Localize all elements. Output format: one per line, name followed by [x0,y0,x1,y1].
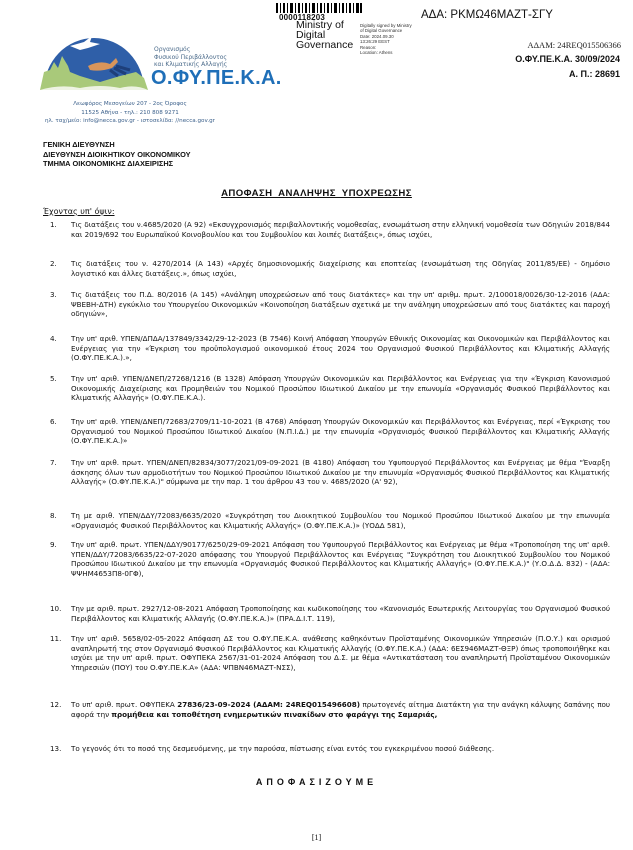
item-text: Τις διατάξεις του ν. 4270/2014 (Α 143) «Αρχές δημοσιονομικής διαχείρισης και εποπτείας (ενσωμάτωση της Οδηγίας 2011/85/ΕΕ) - δημόσιο λογιστικό και άλλες διατάξεις.», όπως ισχύει, [71,259,610,278]
item-text: Την υπ' αριθ. ΥΠΕΝ/ΔΠΔΑ/137849/3342/29-12-2023 (Β 7546) Κοινή Απόφαση Υπουργών Εθνικής Οικονομίας και Οικονομικών και Περιβάλλοντος και Ενέργειας για την «Έγκριση του προϋπολογισμού οικονομικού έτους 2024 του Οργανισμού Φυσικού Περιβάλλοντος και Κλιματικής Αλλαγής (Ο.ΦΥ.ΠΕ.Κ.Α.).», [71,334,610,362]
address-line: ηλ. ταχ/μείο: info@necca.gov.gr - ιστοσελίδα: //necca.gov.gr [45,118,215,124]
signature-detail-line: Date: 2024.09.30 [360,33,394,39]
department-line: ΔΙΕΥΘΥΝΣΗ ΔΙΟΙΚΗΤΙΚΟΥ ΟΙΚΟΝΟΜΙΚΟΥ [43,149,191,159]
signature-detail-line: Reason: [360,44,377,50]
item-number: 13. [50,744,62,753]
item-text-part: πρωτογενές αίτημα Διατάκτη για την ανάγκη κάλυψης δαπάνης που αφορά την [71,700,611,719]
item-text [71,700,610,719]
organization-address [0,100,260,126]
item-number: 7. [50,458,57,467]
ministry-line: Ministry of [296,19,344,31]
item-number: 12. [50,700,62,709]
signature-detail-line: 13:26:29 EEST [360,39,390,45]
department-block [43,140,191,169]
item-text: Τις διατάξεις του ν.4685/2020 (Α 92) «Εκσυγχρονισμός περιβαλλοντικής νομοθεσίας, ενσωμάτωση στην ελληνική νομοθεσία των Οδηγιών 2018/844 και 2019/692 του Ευρωπαϊκού Κοινοβουλίου και του Συμβουλίου και λοιπές διατάξεις», όπως ισχύει, [71,220,610,239]
department-line: ΤΜΗΜΑ ΟΙΚΟΝΟΜΙΚΗΣ ΔΙΑΧΕΙΡΙΣΗΣ [43,159,174,169]
item-number: 11. [50,634,62,643]
item-text: Την υπ' αριθ. πρωτ. ΥΠΕΝ/ΔΝΕΠ/82834/3077/2021/09-09-2021 (Β 4180) Απόφαση του Υφυπουργού Περιβάλλοντος και Ενέργειας με θέμα "Έναρξη άσκησης όλων των αρμοδιοτήτων του Νομικού Προσώπου Ιδιωτικού Δικαίου με την επωνυμία «Οργανισμός Φυσικού Περιβάλλοντος και Κλιματικής Αλλαγής» (Ο.ΦΥ.ΠΕ.Κ.Α.)" σύμφωνα με την παρ. 1 του άρθρου 43 του ν. 4685/2020 (Α' 92), [71,458,610,486]
item-number: 1. [50,220,57,229]
item-text: Το γεγονός ότι το ποσό της δεσμευόμενης, με την παρούσα, πίστωσης είναι εντός του εγκεκριμένου ποσού διάθεσης. [71,744,495,753]
item-number: 4. [50,334,57,343]
item-number: 3. [50,290,57,299]
item-number: 8. [50,511,57,520]
document-title: ΑΠΟΦΑΣΗ ΑΝΑΛΗΨΗΣ ΥΠΟΧΡΕΩΣΗΣ [221,188,412,199]
list-item [50,374,610,403]
signature-detail-line: Location: Athens [360,50,393,56]
list-item [50,417,610,446]
signature-detail-line: of Digital Governance [360,28,403,34]
list-item [50,634,610,672]
item-text: Τη με αριθ. ΥΠΕΝ/ΔΔΥ/72083/6635/2020 «Συγκρότηση του Διοικητικού Συμβουλίου του Νομικού Προσώπου Ιδιωτικού Δικαίου με την επωνυμία «Οργανισμός Φυσικού Περιβάλλοντος και Κλιματικής Αλλαγής» (Ο.ΦΥ.ΠΕ.Κ.Α.)» (ΥΟΔΔ 581), [71,511,610,530]
item-text-part: Το υπ' αριθ. πρωτ. ΟΦΥΠΕΚΑ [71,700,178,709]
logo-abbreviation: Ο.ΦΥ.ΠΕ.Κ.Α. [151,67,282,89]
list-item [50,511,610,530]
list-item [50,700,610,719]
item-number: 6. [50,417,57,426]
considering-heading: Έχοντας υπ' όψιν: [43,207,115,216]
list-item [50,290,610,319]
ada-code: ΑΔΑ: ΡΚΜΩ46ΜΑΖΤ-ΣΓΥ [421,9,553,21]
item-text: Την υπ' αριθ. ΥΠΕΝ/ΔΝΕΠ/27268/1216 (Β 1328) Απόφαση Υπουργών Οικονομικών και Περιβάλλοντος και Ενέργειας για την «Έγκριση Κανονισμού Οικονομικής Διαχείρισης και Προμηθειών του Νομικού Προσώπου Ιδιωτικού Δικαίου με την επωνυμία «Οργανισμός Φυσικού Περιβάλλοντος και Κλιματικής Αλλαγής» (Ο.ΦΥ.ΠΕ.Κ.Α.). [71,374,610,402]
organization-logo [40,32,148,90]
reference-date: Ο.ΦΥ.ΠΕ.Κ.Α. 30/09/2024 [515,54,620,64]
item-text: Τις διατάξεις του Π.Δ. 80/2016 (Α 145) «Ανάληψη υποχρεώσεων από τους διατάκτες» και την υπ' αριθμ. πρωτ. 2/100018/0026/30-12-2016 (ΑΔΑ: ΨΒΕΒΗ-ΔΤΗ) εγκύκλιο του Υπουργείου Οικονομικών «Κοινοποίηση διατάξεων σχετικά με την ανάληψη υποχρεώσεων από τους διατάκτες και παροχή οδηγιών», [71,290,610,318]
list-item [50,259,610,278]
item-number: 10. [50,604,62,613]
address-line: Λεωφόρος Μεσογείων 207 - 2ος Όροφος [73,101,187,107]
logo-org-line: Φυσικού Περιβάλλοντος [154,53,227,61]
barcode-number: 0000118203 [279,13,326,22]
protocol-number: Α. Π.: 28691 [568,69,620,79]
list-item [50,744,610,754]
item-text: Την υπ' αριθ. πρωτ. ΥΠΕΝ/ΔΔΥ/90177/6250/29-09-2021 Απόφαση του Υφυπουργού Περιβάλλοντος και Ενέργειας με θέμα «Τροποποίηση της υπ' αριθ. ΥΠΕΝ/ΔΔΥ/72083/6635/22-07-2020 απόφασης του Υπουργού Περιβάλλοντος και Ενέργειας "Συγκρότηση του Διοικητικού Συμβουλίου του Νομικού Προσώπου Ιδιωτικού Δικαίου με την επωνυμία «Οργανισμός Φυσικού Περιβάλλοντος και Κλιματικής Αλλαγής» (Ο.ΦΥ.ΠΕ.Κ.Α.)" (Υ.Ο.Δ.Δ. 832) - (ΑΔΑ: ΨΨΗΜ4653Π8-0ΓΦ), [71,540,610,578]
barcode [276,3,362,13]
list-item [50,458,610,487]
list-item [50,220,610,239]
item-number: 2. [50,259,57,268]
request-reference: 27836/23-09-2024 (ΑΔΑΜ: 24REQ015496608) [177,700,360,709]
item-text: Την με αριθ. πρωτ. 2927/12-08-2021 Απόφαση Τροποποίησης και κωδικοποίησης του «Κανονισμός Εσωτερικής Λειτουργίας του Οργανισμού Φυσικού Περιβάλλοντος και Κλιματικής Αλλαγής (Ο.ΦΥ.ΠΕ.Κ.Α.)» (ΠΡΑ.Δ.Ι.Τ. 119), [71,604,610,623]
item-number: 5. [50,374,57,383]
list-item [50,334,610,363]
page-number: [1] [311,833,322,842]
address-line: 11525 Αθήνα - τηλ.: 210 808 9271 [81,109,179,116]
ministry-line: Digital [296,29,326,41]
item-text: Την υπ' αριθ. ΥΠΕΝ/ΔΝΕΠ/72683/2709/11-10-2021 (Β 4768) Απόφαση Υπουργών Οικονομικών και Περιβάλλοντος και Ενέργειας, περί «Έγκρισης του Οργανισμού του Νομικού Προσώπου Ιδιωτικού Δικαίου (Ν.Π.Ι.Δ.) με την επωνυμία «Οργανισμός Φυσικού Περιβάλλοντος και Κλιματικής Αλλαγής (Ο.ΦΥ.ΠΕ.Κ.Α.)» [71,417,610,445]
department-line: ΓΕΝΙΚΗ ΔΙΕΥΘΥΝΣΗ [43,140,115,149]
item-number: 9. [50,540,57,549]
ministry-line: Governance [296,39,354,51]
adam-code: ΑΔΑΜ: 24REQ015506366 [527,40,621,50]
signer-ministry [296,20,353,50]
list-item [50,540,610,578]
logo-org-line: και Κλιματικής Αλλαγής [154,61,228,68]
decision-heading: ΑΠΟΦΑΣΙΖΟΥΜΕ [255,777,378,787]
logo-org-name [154,46,227,69]
item-text: Την υπ' αριθ. 5658/02-05-2022 Απόφαση ΔΣ του Ο.ΦΥ.ΠΕ.Κ.Α. ανάθεσης καθηκόντων Προϊσταμένης Οικονομικών Υπηρεσιών (Π.Ο.Υ.) και ορισμού αναπληρωτή της στον Οργανισμό Φυσικού Περιβάλλοντος και Κλιματικής Αλλαγής (Ο.ΦΥ.ΠΕ.Κ.Α.) (ΑΔΑ: 6ΕΣ946ΜΑΖΤ-ΘΞΡ) όπως τροποποιήθηκε και ισχύει με την υπ' αριθ. πρωτ. ΟΦΥΠΕΚΑ 2567/31-01-2024 Απόφαση του Δ.Σ. με θέμα «Αντικατάσταση του αναπληρωτή Προϊσταμένου Οικονομικών Υπηρεσιών (ΠΟΥ) του Ο.ΦΥ.ΠΕ.Κ.Α» (ΑΔΑ: ΨΠΒΝ46ΜΑΖΤ-ΝΣΣ), [71,634,610,672]
list-item [50,604,610,623]
logo-org-line: Οργανισμός [154,46,191,53]
signature-details [360,23,412,55]
procurement-subject: προμήθεια και τοποθέτηση ενημερωτικών πινακίδων στο φαράγγι της Σαμαριάς, [111,709,438,719]
signature-detail-line: Digitally signed by Ministry [360,23,412,28]
